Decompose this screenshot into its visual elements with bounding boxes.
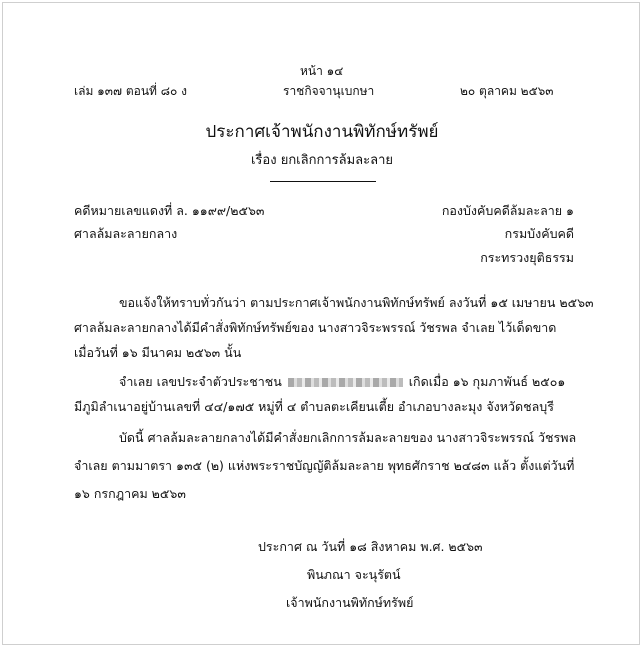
paragraph-3-line-2: จำเลย ตามมาตรา ๑๓๕ (๒) แห่งพระราชบัญญัติล้มละลาย พุทธศักราช ๒๔๘๓ แล้ว ตั้งแต่วันที่ <box>74 458 575 473</box>
birth-date: เกิดเมื่อ ๑๖ กุมภาพันธ์ ๒๕๐๑ <box>408 374 566 389</box>
announcement-date: ประกาศ ณ วันที่ ๑๘ สิงหาคม พ.ศ. ๒๕๖๓ <box>258 539 483 554</box>
volume-issue: เล่ม ๑๓๗ ตอนที่ ๘๐ ง <box>74 84 188 98</box>
paragraph-3-line-3: ๑๖ กรกฎาคม ๒๕๖๓ <box>74 486 186 501</box>
paragraph-2-line-2: มีภูมิลำเนาอยู่บ้านเลขที่ ๔๔/๑๗๕ หมู่ที่ ๔ ตำบลตะเคียนเตี้ย อำเภอบางละมุง จังหวัดชลบุรี <box>74 399 554 414</box>
paragraph-1-line-2: ศาลล้มละลายกลางได้มีคำสั่งพิทักษ์ทรัพย์ของ นางสาวจิระพรรณ์ วัชรพล จำเลย ไว้เด็ดขาด <box>74 320 557 335</box>
document-subject: เรื่อง ยกเลิกการล้มละลาย <box>250 153 393 168</box>
title-divider <box>270 181 376 182</box>
case-number: คดีหมายเลขแดงที่ ล. ๑๑๙๙/๒๕๖๓ <box>74 203 265 218</box>
gazette-date: ๒๐ ตุลาคม ๒๕๖๓ <box>460 84 554 98</box>
document-title: ประกาศเจ้าพนักงานพิทักษ์ทรัพย์ <box>205 122 439 142</box>
paragraph-1-line-3: เมื่อวันที่ ๑๖ มีนาคม ๒๕๖๓ นั้น <box>74 345 242 360</box>
page-number: หน้า ๑๔ <box>300 64 344 78</box>
paragraph-1-line-1: ขอแจ้งให้ทราบทั่วกันว่า ตามประกาศเจ้าพนักงานพิทักษ์ทรัพย์ ลงวันที่ ๑๕ เมษายน ๒๕๖๓ <box>119 295 594 310</box>
gazette-name: ราชกิจจานุเบกษา <box>283 84 375 98</box>
redacted-id-number <box>288 378 403 387</box>
ministry-name: กระทรวงยุติธรรม <box>480 250 574 265</box>
department-name: กรมบังคับคดี <box>504 226 574 241</box>
id-label: จำเลย เลขประจำตัวประชาชน <box>119 374 282 389</box>
paragraph-3-line-1: บัดนี้ ศาลล้มละลายกลางได้มีคำสั่งยกเลิกการล้มละลายของ นางสาวจิระพรรณ์ วัชรพล <box>119 430 577 445</box>
signer-position: เจ้าพนักงานพิทักษ์ทรัพย์ <box>286 595 414 610</box>
division-name: กองบังคับคดีล้มละลาย ๑ <box>441 203 574 218</box>
paragraph-2-line-1 <box>119 372 565 392</box>
court-name: ศาลล้มละลายกลาง <box>74 226 178 241</box>
signer-name: พินภณา จะนุรัตน์ <box>307 567 401 582</box>
